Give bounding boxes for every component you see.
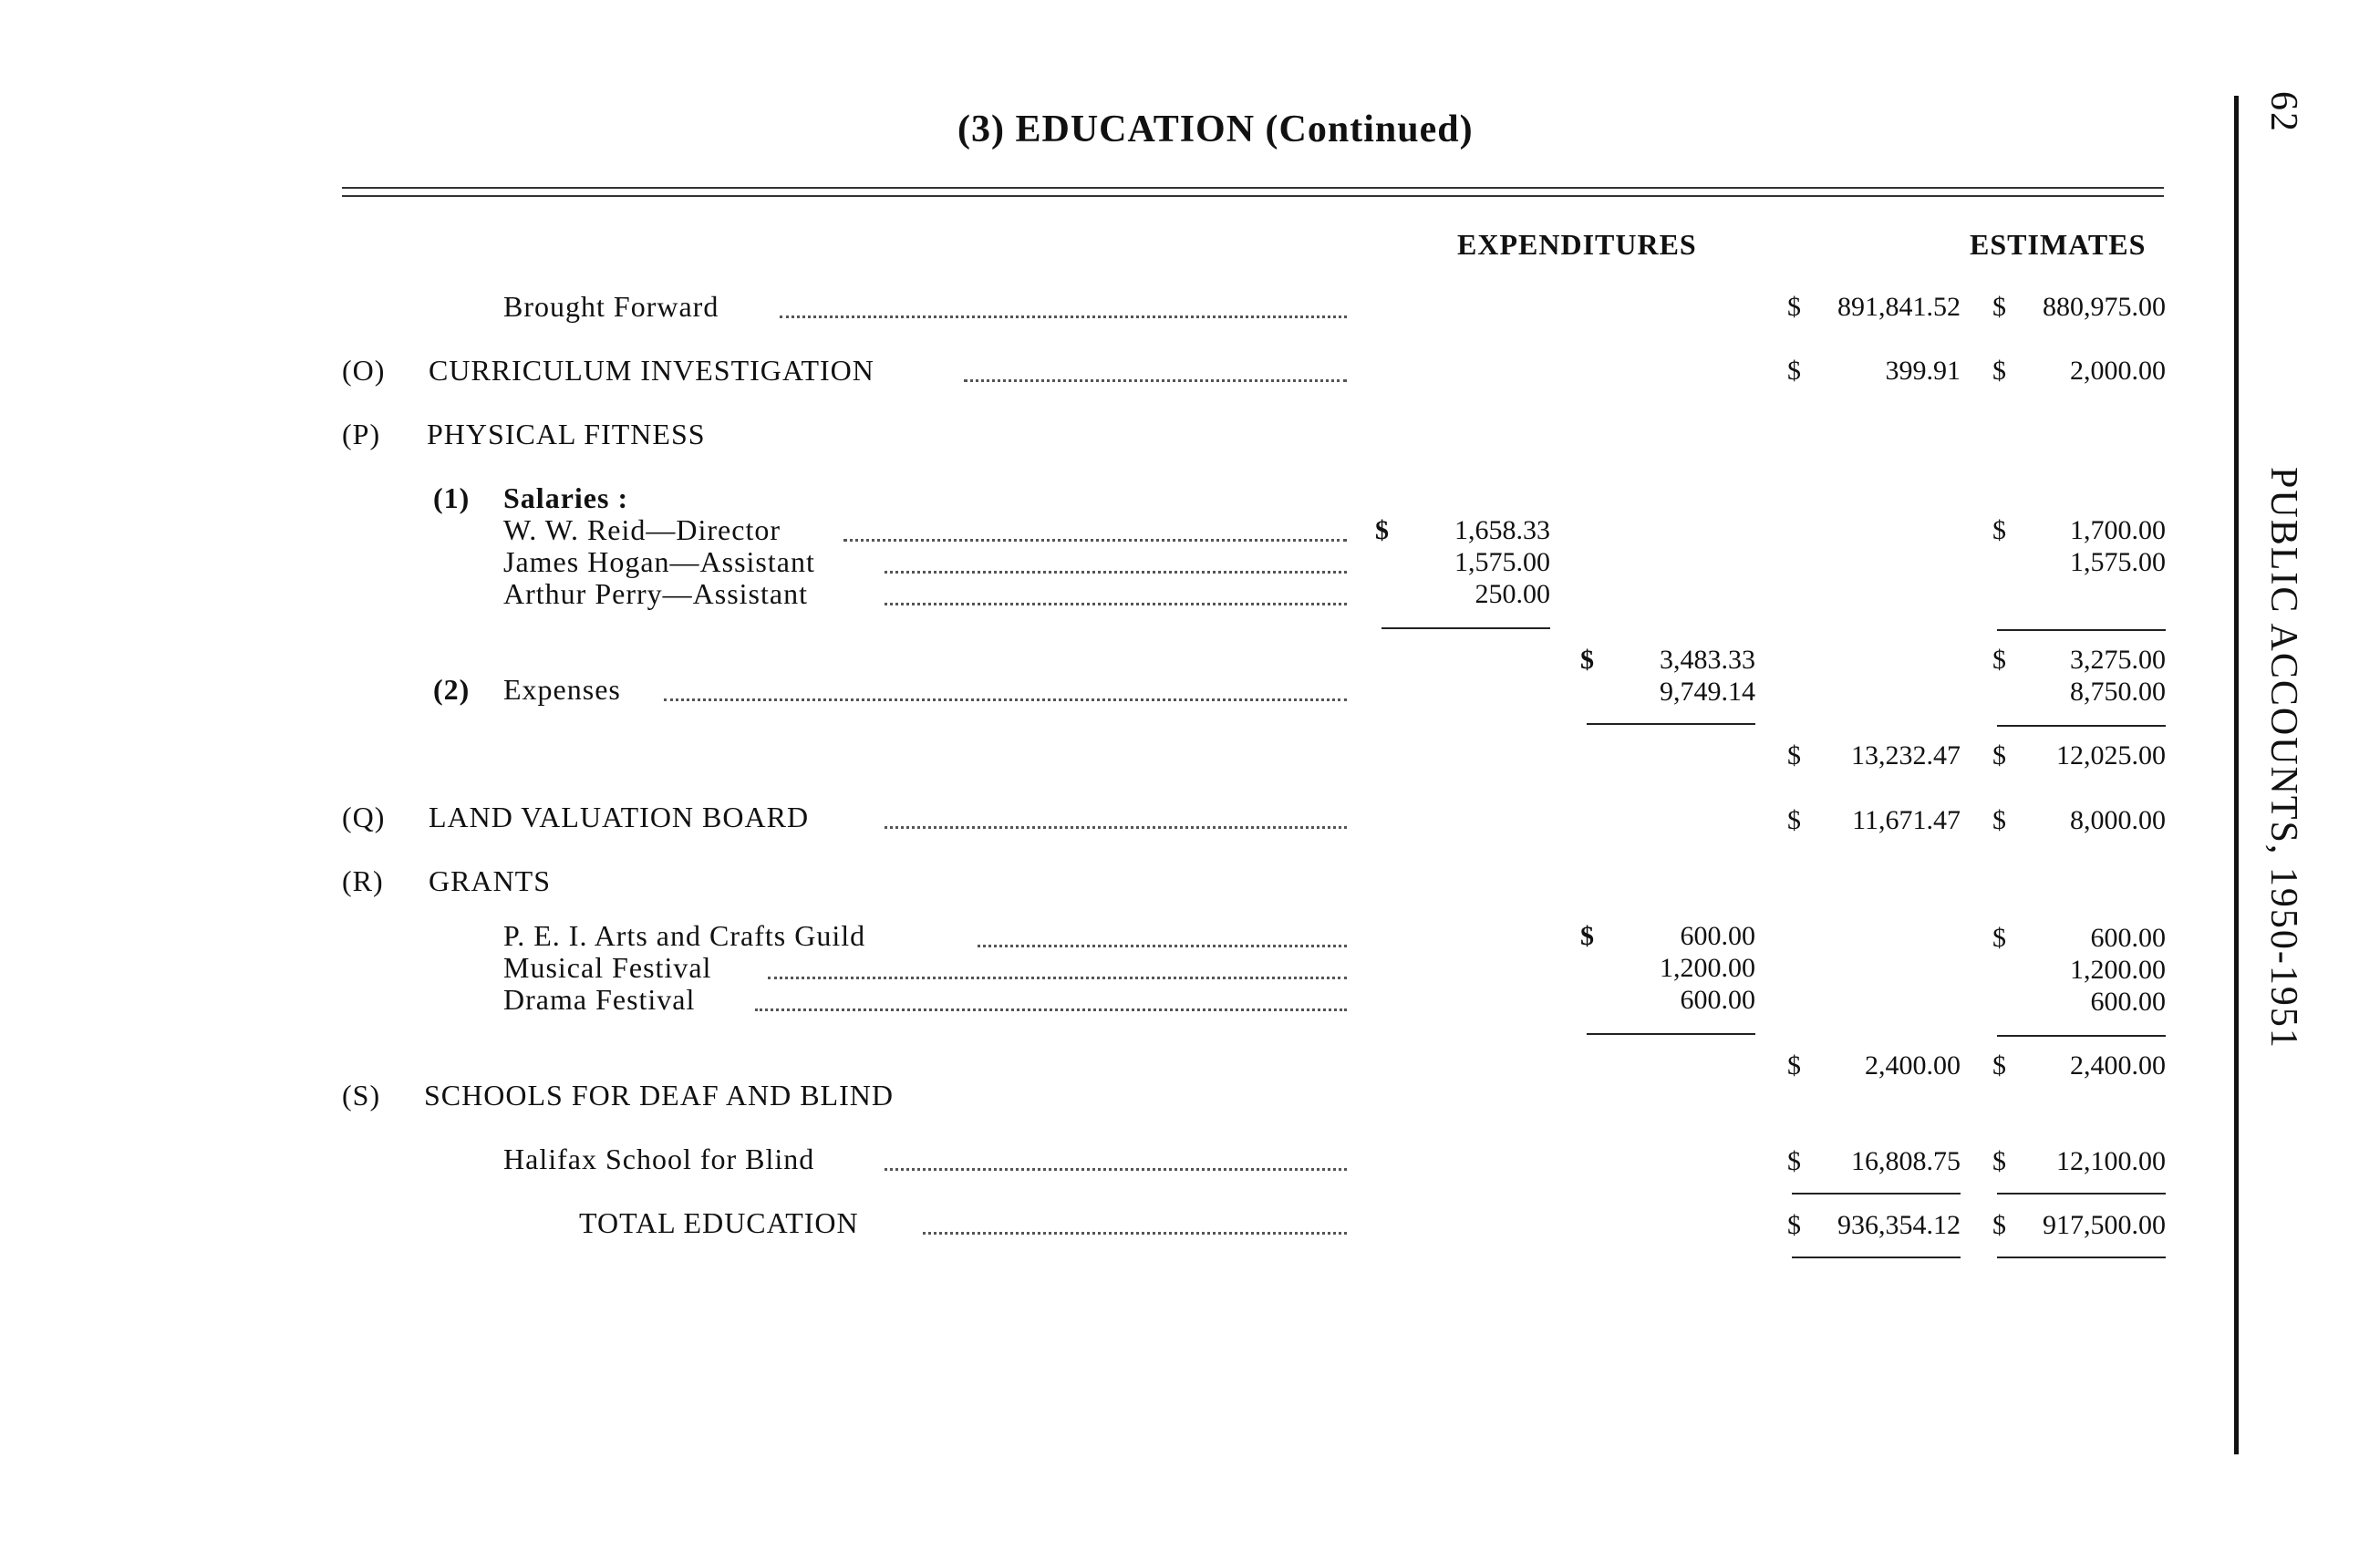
leader-dots [755, 1008, 1347, 1011]
section-letter-o: (O) [342, 354, 386, 387]
section-letter-r: (R) [342, 864, 384, 897]
salaries-subtotal: 3,483.33 [1660, 645, 1755, 675]
total-est: 917,500.00 [2043, 1210, 2166, 1240]
dollar-sign: $ [1992, 923, 2006, 953]
title-rule [342, 187, 2164, 197]
curriculum-label: CURRICULUM INVESTIGATION [429, 354, 874, 387]
estimates-header: ESTIMATES [1970, 228, 2147, 261]
hogan-amount: 1,575.00 [1454, 547, 1550, 577]
schools-label: SCHOOLS FOR DEAF AND BLIND [424, 1079, 894, 1112]
leader-dots [768, 977, 1347, 979]
musical-label: Musical Festival [503, 951, 712, 984]
leader-dots [885, 571, 1347, 574]
dollar-sign: $ [1992, 1050, 2006, 1081]
leader-dots [843, 539, 1347, 542]
halifax-exp: 16,808.75 [1851, 1146, 1961, 1176]
leader-dots [664, 698, 1347, 701]
subtotal-rule [1997, 629, 2166, 631]
salaries-label: Salaries : [503, 481, 629, 514]
dollar-sign: $ [1992, 805, 2006, 835]
arts-label: P. E. I. Arts and Crafts Guild [503, 919, 866, 952]
running-head: PUBLIC ACCOUNTS, 1950-1951 [2262, 467, 2304, 1050]
dollar-sign: $ [1580, 921, 1594, 951]
fitness-total-est: 12,025.00 [2056, 740, 2166, 770]
perry-label: Arthur Perry—Assistant [503, 577, 808, 610]
subtotal-rule [1997, 725, 2166, 727]
brought-forward-exp: 891,841.52 [1837, 292, 1961, 322]
dollar-sign: $ [1992, 740, 2006, 770]
salaries-est: 3,275.00 [2070, 645, 2166, 675]
dollar-sign: $ [1992, 1146, 2006, 1176]
dollar-sign: $ [1580, 645, 1594, 675]
reid-label: W. W. Reid—Director [503, 513, 781, 546]
dollar-sign: $ [1787, 1050, 1801, 1081]
item-number-1: (1) [433, 481, 471, 514]
total-education-label: TOTAL EDUCATION [579, 1206, 859, 1239]
page-title: (3) EDUCATION (Continued) [957, 109, 1474, 150]
subtotal-rule [1587, 723, 1755, 725]
drama-est: 600.00 [2090, 987, 2166, 1017]
margin-rule [2234, 96, 2239, 1454]
halifax-est: 12,100.00 [2056, 1146, 2166, 1176]
dollar-sign: $ [1787, 1210, 1801, 1240]
item-number-2: (2) [433, 673, 471, 706]
leader-dots [978, 945, 1347, 947]
leader-dots [885, 1168, 1347, 1171]
subtotal-rule [1997, 1035, 2166, 1037]
drama-label: Drama Festival [503, 983, 696, 1016]
brought-forward-est: 880,975.00 [2043, 292, 2166, 322]
dollar-sign: $ [1992, 1210, 2006, 1240]
dollar-sign: $ [1992, 292, 2006, 322]
arts-est: 600.00 [2090, 923, 2166, 953]
section-letter-p: (P) [342, 418, 381, 450]
hogan-est: 1,575.00 [2070, 547, 2166, 577]
reid-est: 1,700.00 [2070, 515, 2166, 545]
subtotal-rule [1381, 627, 1550, 629]
total-rule [1997, 1257, 2166, 1258]
expenses-label: Expenses [503, 673, 621, 706]
dollar-sign: $ [1787, 356, 1801, 386]
expenses-est: 8,750.00 [2070, 677, 2166, 707]
dollar-sign: $ [1992, 645, 2006, 675]
halifax-label: Halifax School for Blind [503, 1143, 815, 1175]
total-rule [1997, 1193, 2166, 1195]
dollar-sign: $ [1787, 805, 1801, 835]
dollar-sign: $ [1787, 292, 1801, 322]
section-letter-q: (Q) [342, 801, 386, 833]
curriculum-exp: 399.91 [1885, 356, 1961, 386]
expenses-subtotal: 9,749.14 [1660, 677, 1755, 707]
brought-forward-label: Brought Forward [503, 290, 719, 323]
leader-dots [964, 379, 1347, 382]
section-letter-s: (S) [342, 1079, 381, 1112]
musical-est: 1,200.00 [2070, 955, 2166, 985]
dollar-sign: $ [1375, 515, 1389, 545]
perry-amount: 250.00 [1475, 579, 1550, 609]
total-rule [1792, 1193, 1961, 1195]
total-rule [1792, 1257, 1961, 1258]
arts-subtotal: 600.00 [1680, 921, 1755, 951]
dollar-sign: $ [1992, 515, 2006, 545]
land-exp: 11,671.47 [1852, 805, 1961, 835]
grants-total-est: 2,400.00 [2070, 1050, 2166, 1081]
fitness-total-exp: 13,232.47 [1851, 740, 1961, 770]
dollar-sign: $ [1787, 740, 1801, 770]
grants-total-exp: 2,400.00 [1865, 1050, 1961, 1081]
curriculum-est: 2,000.00 [2070, 356, 2166, 386]
physical-fitness-label: PHYSICAL FITNESS [427, 418, 706, 450]
leader-dots [923, 1232, 1347, 1235]
expenditures-header: EXPENDITURES [1457, 228, 1697, 261]
leader-dots [885, 603, 1347, 605]
land-est: 8,000.00 [2070, 805, 2166, 835]
reid-amount: 1,658.33 [1454, 515, 1550, 545]
hogan-label: James Hogan—Assistant [503, 545, 815, 578]
total-exp: 936,354.12 [1837, 1210, 1961, 1240]
dollar-sign: $ [1992, 356, 2006, 386]
leader-dots [780, 315, 1347, 318]
dollar-sign: $ [1787, 1146, 1801, 1176]
subtotal-rule [1587, 1033, 1755, 1035]
leader-dots [885, 826, 1347, 829]
drama-subtotal: 600.00 [1680, 985, 1755, 1015]
grants-label: GRANTS [429, 864, 552, 897]
page-number: 62 [2262, 91, 2304, 133]
land-valuation-label: LAND VALUATION BOARD [429, 801, 810, 833]
musical-subtotal: 1,200.00 [1660, 953, 1755, 983]
